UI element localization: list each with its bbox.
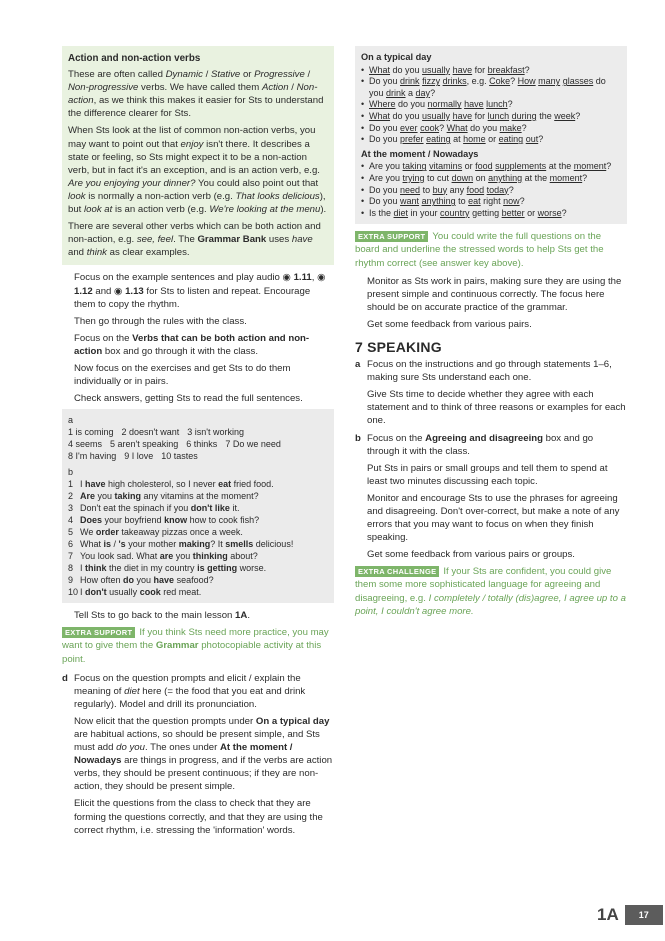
extra-support-note: EXTRA SUPPORT You could write the full questions on the board and underline the stressed words to help Sts get the rhythm correct (see answer key above). [355,231,604,269]
answer-item: 8 I think the diet in my country is getting worse. [68,563,267,574]
answer-row: 4 seems 5 aren't speaking 6 thinks 7 Do we need [68,439,281,450]
box-paragraph: When Sts look at the list of common non-action verbs, you may want to point out that enjoy isn't there. It describes a state or feeling, so Sts might expect it to be a non-action verb, but in fact it's an exception, and is an action verb, e.g. Are you enjoying your dinner? You could also point out that look is normally a non-action verb (e.g. That looks delicious), but look at is an action verb (e.g. We're looking at the menu). [68,125,327,216]
answer-item: 2 Are you taking any vitamins at the moment? [68,491,259,502]
instruction-text: Tell Sts to go back to the main lesson 1A. [74,610,250,622]
extra-support-note: EXTRA SUPPORT If you think Sts need more practice, you may want to give them the Grammar photocopiable activity at this point. [62,627,329,665]
step-a: a Focus on the instructions and go through statements 1–6, making sure Sts understand each one. Give Sts time to decide whether they agree with each statement and to think of three reasons or examples for each one. [355,359,626,427]
answer-item: 1 I have high cholesterol, so I never eat fried food. [68,479,274,490]
answer-row: 8 I'm having 9 I love 10 tastes [68,451,198,462]
page-footer [597,905,663,925]
question-item: • What do you usually have for lunch during the week? [361,110,581,121]
questions-box [355,46,627,224]
question-item: • Are you trying to cut down on anything at the moment? [361,172,588,183]
instruction-text: Then go through the rules with the class. [74,315,247,327]
answer-item: 7 You look sad. What are you thinking about? [68,551,258,562]
question-item: • Do you need to buy any food today? [361,184,514,195]
page-number: 17 [625,905,663,925]
answer-key-box [62,409,334,603]
instructions-block: Monitor as Sts work in pairs, making sure they are using the present simple and continuous correctly. The focus here should be on accurate practice of the grammar. Get some feedback from various pairs. [367,275,622,330]
answer-row: 1 is coming 2 doesn't want 3 isn't working [68,427,245,438]
instruction-text: Now focus on the exercises and get Sts to do them individually or in pairs. [74,362,291,388]
extra-support-label: EXTRA SUPPORT [62,627,135,638]
box-title: Action and non-action verbs [68,53,201,64]
teaching-note-box [62,46,334,265]
section-title: 7 SPEAKING [355,338,442,355]
box-paragraph: These are often called Dynamic / Stative or Progressive / Non-progressive verbs. We have called them Action / Non-action, as we think this makes it easier for Sts to understand the difference clearer for Sts. [68,69,324,120]
question-item: • Do you drink fizzy drinks, e.g. Coke? How many glasses do you drink a day? [361,76,606,98]
instruction-text: Check answers, getting Sts to read the full sentences. [74,393,303,405]
left-column [62,46,334,841]
extra-challenge-note: EXTRA CHALLENGE If your Sts are confident, you could give them some more sophisticated language for agreeing and disagreeing, e.g. I completely / totally (dis)agree, I agree up to a point, I couldn't agree more. [355,566,626,617]
audio-icon[interactable]: ◉ [282,272,291,284]
answer-label-a: a [68,415,74,426]
question-item: • Do you want anything to eat right now? [361,196,525,207]
question-item: • Do you prefer eating at home or eating out? [361,134,544,145]
questions-heading: On a typical day [361,52,432,62]
instruction-audio: Focus on the example sentences and play audio ◉ 1.11, ◉ 1.12 and ◉ 1.13 for Sts to listen and repeat. Encourage them to copy the rhythm. [74,272,326,310]
audio-icon[interactable]: ◉ [317,272,326,284]
step-b: b Focus on the Agreeing and disagreeing box and go through it with the class. Put Sts in pairs or small groups and tell them to spend at least two minutes discussing each topic. Monitor and encourage Sts to use the phrases for agreeing and disagreeing. Don't over-correct, but make a note of any errors that you may want to focus on when they finish speaking. Get some feedback from various pairs or groups. [355,432,620,561]
audio-icon[interactable]: ◉ [114,285,123,297]
question-item: • Is the diet in your country getting better or worse? [361,207,567,218]
answer-item: 10 I don't usually cook red meat. [68,587,202,598]
lesson-tag: 1A [597,905,619,924]
answer-item: 6 What is / 's your mother making? It smells delicious! [68,539,294,550]
answer-item: 4 Does your boyfriend know how to cook fish? [68,515,260,526]
extra-challenge-label: EXTRA CHALLENGE [355,566,439,577]
box-paragraph: There are several other verbs which can be both action and non-action, e.g. see, feel. The Grammar Bank uses have and think as clear examples. [68,221,321,259]
right-column [355,46,627,618]
question-item: • Where do you normally have lunch? [361,99,513,110]
step-d: d Focus on the question prompts and elicit / explain the meaning of diet here (= the food that you eat and drink regularly). Model and drill its pronunciation. Now elicit that the question prompts under On a typical day are habitual actions, so should be present simple, and Sts must add do you. The ones under At the moment / Nowadays are things in progress, and if the verbs are action verbs, they should be present continuous; if they are non-action, they should be present simple. Elicit the questions from the class to check that they are forming the questions correctly, and that they are using the correct rhythm, i.e. stressing the 'information' words. [62,672,333,836]
question-item: • Do you ever cook? What do you make? [361,122,527,133]
instruction-text: Focus on the Verbs that can be both action and non-action box and go through it with the class. [74,332,310,357]
question-item: • What do you usually have for breakfast? [361,64,530,75]
instructions-block [74,609,334,622]
answer-item: 9 How often do you have seafood? [68,575,214,586]
answer-item: 3 Don't eat the spinach if you don't like it. [68,503,240,514]
answer-item: 5 We order takeaway pizzas once a week. [68,527,243,538]
instructions-block [74,271,334,405]
questions-heading: At the moment / Nowadays [361,148,479,159]
answer-label-b: b [68,467,74,478]
question-item: • Are you taking vitamins or food supplements at the moment? [361,161,612,172]
extra-support-label: EXTRA SUPPORT [355,231,428,242]
